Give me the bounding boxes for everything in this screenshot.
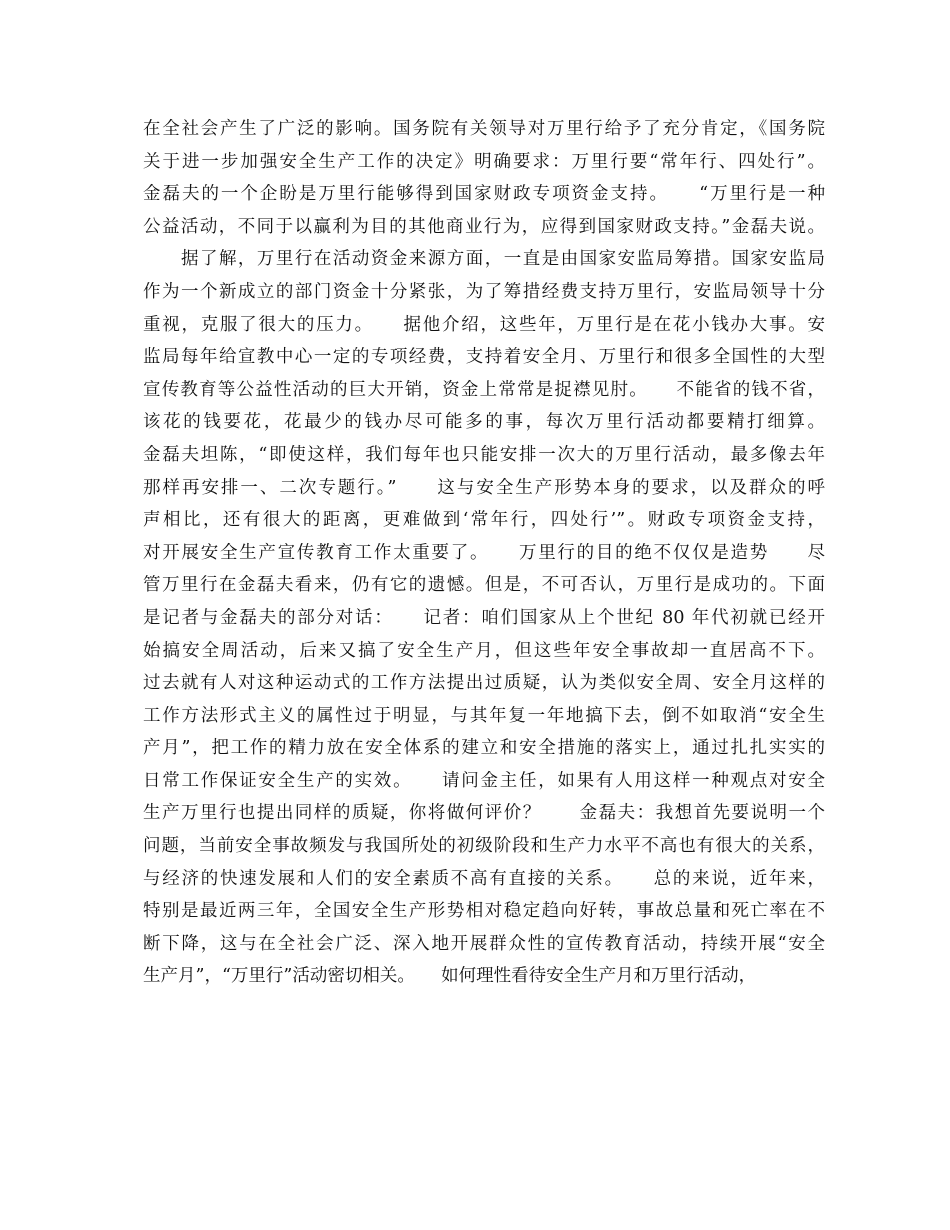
text-line: 与经济的快速发展和人们的安全素质不高有直接的关系。 总的来说，近年来， (143, 868, 825, 889)
text-line: 金磊夫坦陈，“即使这样，我们每年也只能安排一次大的万里行活动，最多像去年 (143, 444, 825, 465)
text-line: 断下降，这与在全社会广泛、深入地开展群众性的宣传教育活动，持续开展“安全 (143, 933, 825, 954)
text-line: 产月”，把工作的精力放在安全体系的建立和安全措施的落实上，通过扎扎实实的 (143, 738, 825, 759)
text-line: 该花的钱要花，花最少的钱办尽可能多的事，每次万里行活动都要精打细算。 (143, 412, 825, 433)
text-line: 宣传教育等公益性活动的巨大开销，资金上常常是捉襟见肘。 不能省的钱不省， (143, 379, 825, 400)
text-line: 在全社会产生了广泛的影响。国务院有关领导对万里行给予了充分肯定，《国务院 (143, 119, 825, 139)
text-line: 生产月”，“万里行”活动密切相关。 如何理性看待安全生产月和万里行活动， (143, 966, 757, 987)
text-line: 特别是最近两三年，全国安全生产形势相对稳定趋向好转，事故总量和死亡率在不 (143, 901, 825, 922)
text-line: 是记者与金磊夫的部分对话： 记者：咱们国家从上个世纪 80 年代初就已经开 (143, 607, 825, 628)
text-line: 问题，当前安全事故频发与我国所处的初级阶段和生产力水平不高也有很大的关系， (143, 836, 825, 857)
text-line: 对开展安全生产宣传教育工作太重要了。 万里行的目的绝不仅仅是造势 尽 (143, 542, 825, 563)
text-line: 那样再安排一、二次专题行。” 这与安全生产形势本身的要求，以及群众的呼 (143, 477, 825, 498)
body-text (143, 113, 825, 993)
text-line: 重视，克服了很大的压力。 据他介绍，这些年，万里行是在花小钱办大事。安 (143, 314, 825, 335)
text-line: 公益活动，不同于以赢利为目的其他商业行为，应得到国家财政支持。”金磊夫说。 (143, 216, 825, 237)
text-line: 始搞安全周活动，后来又搞了安全生产月，但这些年安全事故却一直居高不下。 (143, 640, 825, 661)
text-line: 关于进一步加强安全生产工作的决定》明确要求：万里行要“常年行、四处行”。 (143, 151, 825, 172)
text-line: 工作方法形式主义的属性过于明显，与其年复一年地搞下去，倒不如取消“安全生 (143, 705, 825, 726)
text-line: 生产万里行也提出同样的质疑，你将做何评价？ 金磊夫：我想首先要说明一个 (143, 803, 825, 824)
text-line: 金磊夫的一个企盼是万里行能够得到国家财政专项资金支持。 “万里行是一种 (143, 184, 825, 205)
text-line: 据了解，万里行在活动资金来源方面，一直是由国家安监局筹措。国家安监局 (143, 249, 825, 270)
text-line: 日常工作保证安全生产的实效。 请问金主任，如果有人用这样一种观点对安全 (143, 770, 825, 791)
text-line: 管万里行在金磊夫看来，仍有它的遗憾。但是，不可否认，万里行是成功的。下面 (143, 575, 825, 596)
text-line: 声相比，还有很大的距离，更难做到‘常年行，四处行’”。财政专项资金支持， (143, 510, 825, 531)
text-line: 监局每年给宣教中心一定的专项经费，支持着安全月、万里行和很多全国性的大型 (143, 347, 825, 368)
text-line: 过去就有人对这种运动式的工作方法提出过质疑，认为类似安全周、安全月这样的 (143, 673, 825, 694)
text-line: 作为一个新成立的部门资金十分紧张，为了筹措经费支持万里行，安监局领导十分 (143, 281, 825, 302)
